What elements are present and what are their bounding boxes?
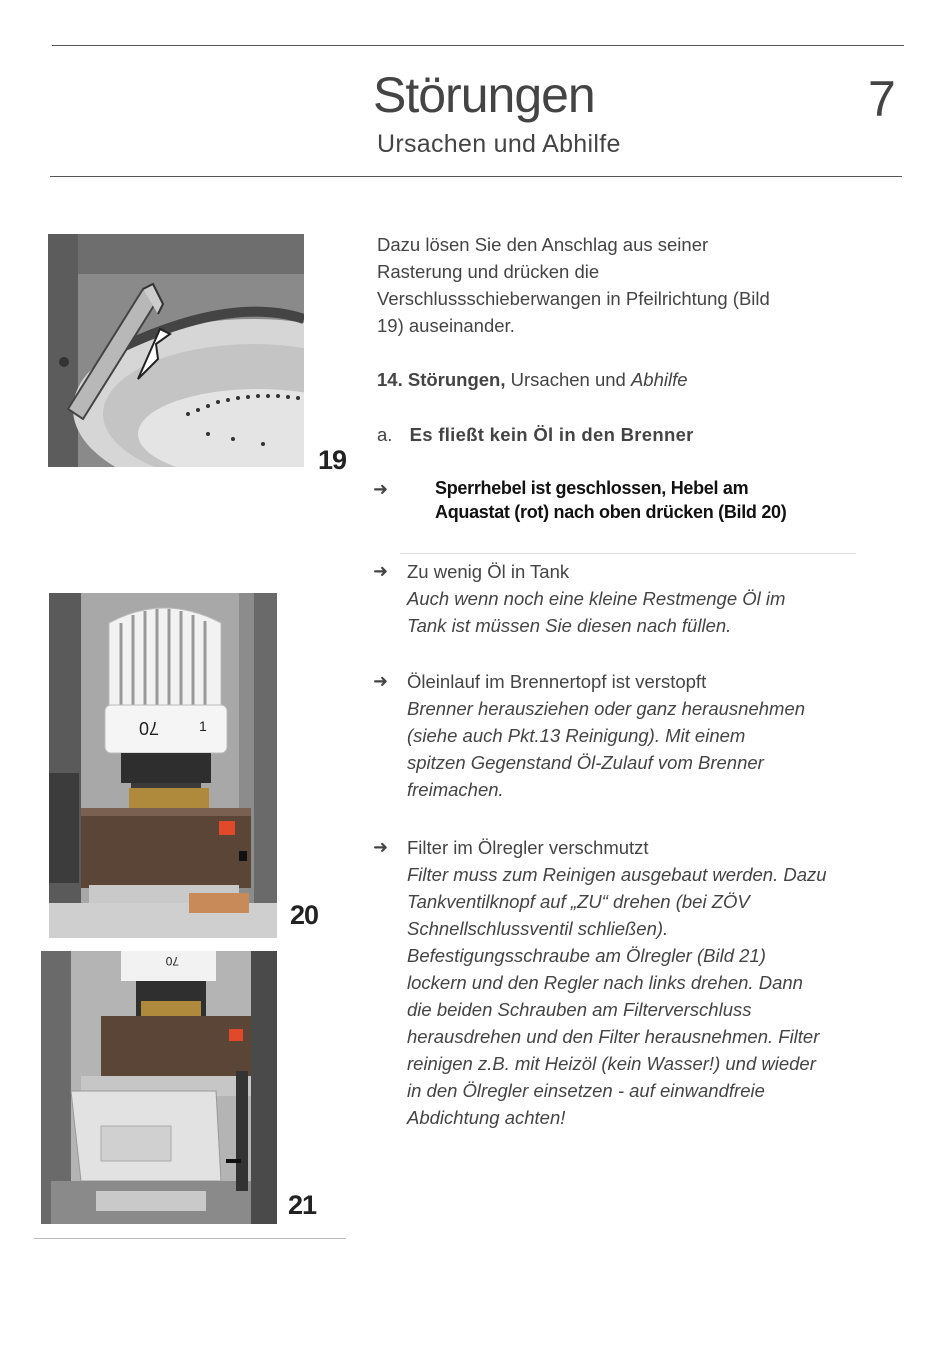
arrow-icon: ➜ (373, 671, 389, 691)
page-title: Störungen (373, 67, 595, 123)
intro-paragraph: Dazu lösen Sie den Anschlag aus seiner Rasterung und drücken die Verschlussschieberwangen in Pfeilrichtung (Bild 19) auseinander. (377, 234, 770, 336)
figure-21-number: 21 (288, 1190, 317, 1220)
fault-item-2-heading: Zu wenig Öl in Tank (407, 561, 570, 582)
chapter-number: 7 (868, 71, 896, 127)
figure-19-photo (48, 234, 304, 467)
fault-item-4-remedy: Filter muss zum Reinigen ausgebaut werden. Dazu Tankventilknopf auf „ZU“ drehen (bei ZÖV Schnellschlussventil schließen). Befestigungsschraube am Ölregler (Bild 21) lockern und den Regler nach links drehen. Dann die beiden Schrauben am Filterverschluss herausdrehen und den Filter herausnehmen. Filter reinigen z.B. mit Heizöl (kein Wasser!) und wieder in den Ölregler einsetzen - auf einwandfreie Abdichtung achten! (407, 864, 827, 1128)
section-14-italic: Abhilfe (630, 369, 688, 390)
figure-19-number: 19 (318, 445, 347, 475)
fault-item-1-text (435, 476, 855, 524)
subsection-a-heading (377, 421, 694, 448)
header-bottom-rule (50, 176, 902, 177)
item-divider (400, 553, 856, 554)
page-subtitle: Ursachen und Abhilfe (377, 130, 621, 158)
fault-item-3-heading: Öleinlauf im Brennertopf ist verstopft (407, 671, 707, 692)
fault-item-1-line1: Sperrhebel ist geschlossen, Hebel am (435, 478, 749, 498)
subsection-a-text: Es fließt kein Öl in den Brenner (409, 424, 694, 445)
arrow-icon: ➜ (373, 837, 389, 857)
fault-item-2-body (407, 558, 847, 639)
aquastat-illustration (49, 593, 277, 938)
top-rule (52, 45, 904, 46)
burner-latch-illustration (48, 234, 304, 467)
oil-regulator-illustration (41, 951, 277, 1224)
fault-item-2-remedy: Auch wenn noch eine kleine Restmenge Öl im Tank ist müssen Sie diesen nach füllen. (407, 588, 786, 636)
section-14-normal: Ursachen und (505, 369, 631, 390)
fault-item-4-heading: Filter im Ölregler verschmutzt (407, 837, 649, 858)
figure-21-photo (41, 951, 277, 1224)
subsection-a-label: a. (377, 424, 393, 445)
figure-20-photo (49, 593, 277, 938)
fault-item-3-body (407, 668, 847, 803)
fault-item-3-remedy: Brenner herausziehen oder ganz herausnehmen (siehe auch Pkt.13 Reinigung). Mit einem spitzen Gegenstand Öl-Zulauf vom Brenner freimachen. (407, 698, 806, 800)
arrow-icon: ➜ (373, 561, 389, 581)
figure-20-number: 20 (290, 900, 319, 930)
dial-marking-1: 1 (199, 718, 207, 734)
fault-item-4-body (407, 834, 847, 1131)
dial-marking-70-small: 70 (165, 954, 179, 968)
fault-item-1-line2: Aquastat (rot) nach oben drücken (Bild 20) (435, 502, 787, 522)
section-14-bold: 14. Störungen, (377, 369, 506, 390)
section-14-heading (377, 366, 688, 393)
figure-bottom-rule (34, 1238, 346, 1239)
arrow-icon: ➜ (373, 479, 389, 499)
dial-marking-70: 70 (138, 718, 159, 738)
